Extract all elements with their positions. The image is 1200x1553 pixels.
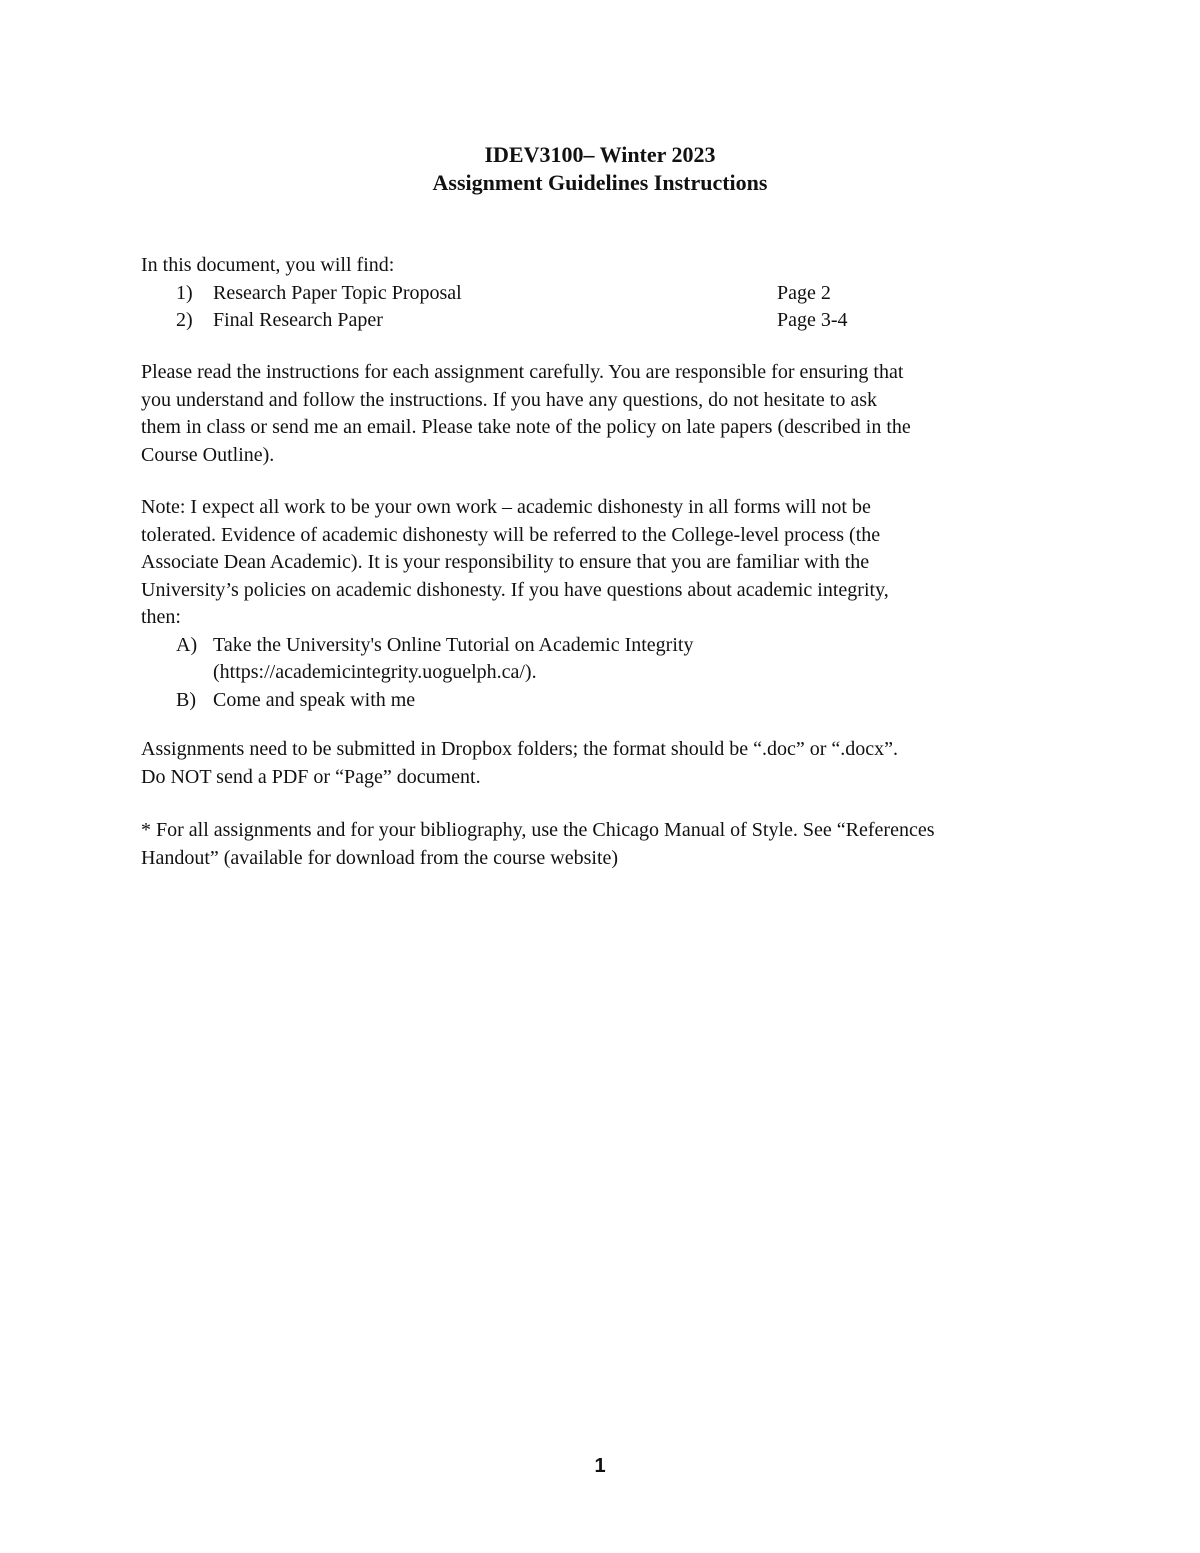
paragraph-line: Course Outline). — [141, 443, 275, 466]
paragraph-line: * For all assignments and for your bibliography, use the Chicago Manual of Style. See “References — [141, 819, 935, 841]
contents-section — [141, 252, 1081, 335]
document-title: IDEV3100– Winter 2023 — [484, 142, 716, 167]
paragraph-line: Please read the instructions for each assignment carefully. You are responsible for ensuring that — [141, 361, 904, 383]
option-item-text: Come and speak with me — [213, 688, 416, 711]
instructions-paragraph — [141, 359, 1081, 469]
paragraph-line: University’s policies on academic dishonesty. If you have questions about academic integrity, — [141, 578, 889, 601]
contents-item-page: Page 3-4 — [777, 309, 848, 331]
paragraph-line: you understand and follow the instructions. If you have any questions, do not hesitate to ask — [141, 388, 877, 411]
contents-item-page: Page 2 — [777, 281, 831, 304]
paragraph-line: Handout” (available for download from the course website) — [141, 846, 619, 869]
paragraph-line: tolerated. Evidence of academic dishonesty will be referred to the College-level process (the — [141, 523, 881, 546]
tutorial-link-text[interactable]: (https://academicintegrity.uoguelph.ca/). — [213, 661, 537, 683]
option-item — [141, 687, 1081, 715]
paragraph-line: Associate Dean Academic). It is your responsibility to ensure that you are familiar with the — [141, 551, 870, 573]
citation-style-paragraph — [141, 817, 1081, 872]
contents-item-label: Research Paper Topic Proposal — [213, 281, 462, 304]
list-marker: B) — [176, 688, 196, 711]
paragraph-line: then: — [141, 606, 181, 628]
paragraph-line: Assignments need to be submitted in Dropbox folders; the format should be “.doc” or “.docx”. — [141, 738, 899, 760]
integrity-note-paragraph — [141, 494, 1081, 714]
document-subtitle: Assignment Guidelines Instructions — [432, 170, 768, 195]
paragraph-line: them in class or send me an email. Please take note of the policy on late papers (described in the — [141, 416, 911, 438]
option-item-continued — [141, 659, 1081, 687]
submission-paragraph — [141, 736, 1081, 791]
page-number: 1 — [594, 1455, 606, 1477]
intro-text: In this document, you will find: — [141, 254, 395, 276]
list-marker: 2) — [176, 309, 193, 331]
option-item — [141, 632, 1081, 660]
list-marker: 1) — [176, 281, 193, 304]
contents-item — [141, 307, 1081, 335]
paragraph-line: Note: I expect all work to be your own work – academic dishonesty in all forms will not be — [141, 496, 871, 518]
contents-item — [141, 280, 1081, 308]
list-marker: A) — [176, 633, 198, 656]
contents-item-label: Final Research Paper — [213, 309, 383, 331]
paragraph-line: Do NOT send a PDF or “Page” document. — [141, 765, 481, 788]
option-item-text: Take the University's Online Tutorial on Academic Integrity — [213, 633, 694, 656]
